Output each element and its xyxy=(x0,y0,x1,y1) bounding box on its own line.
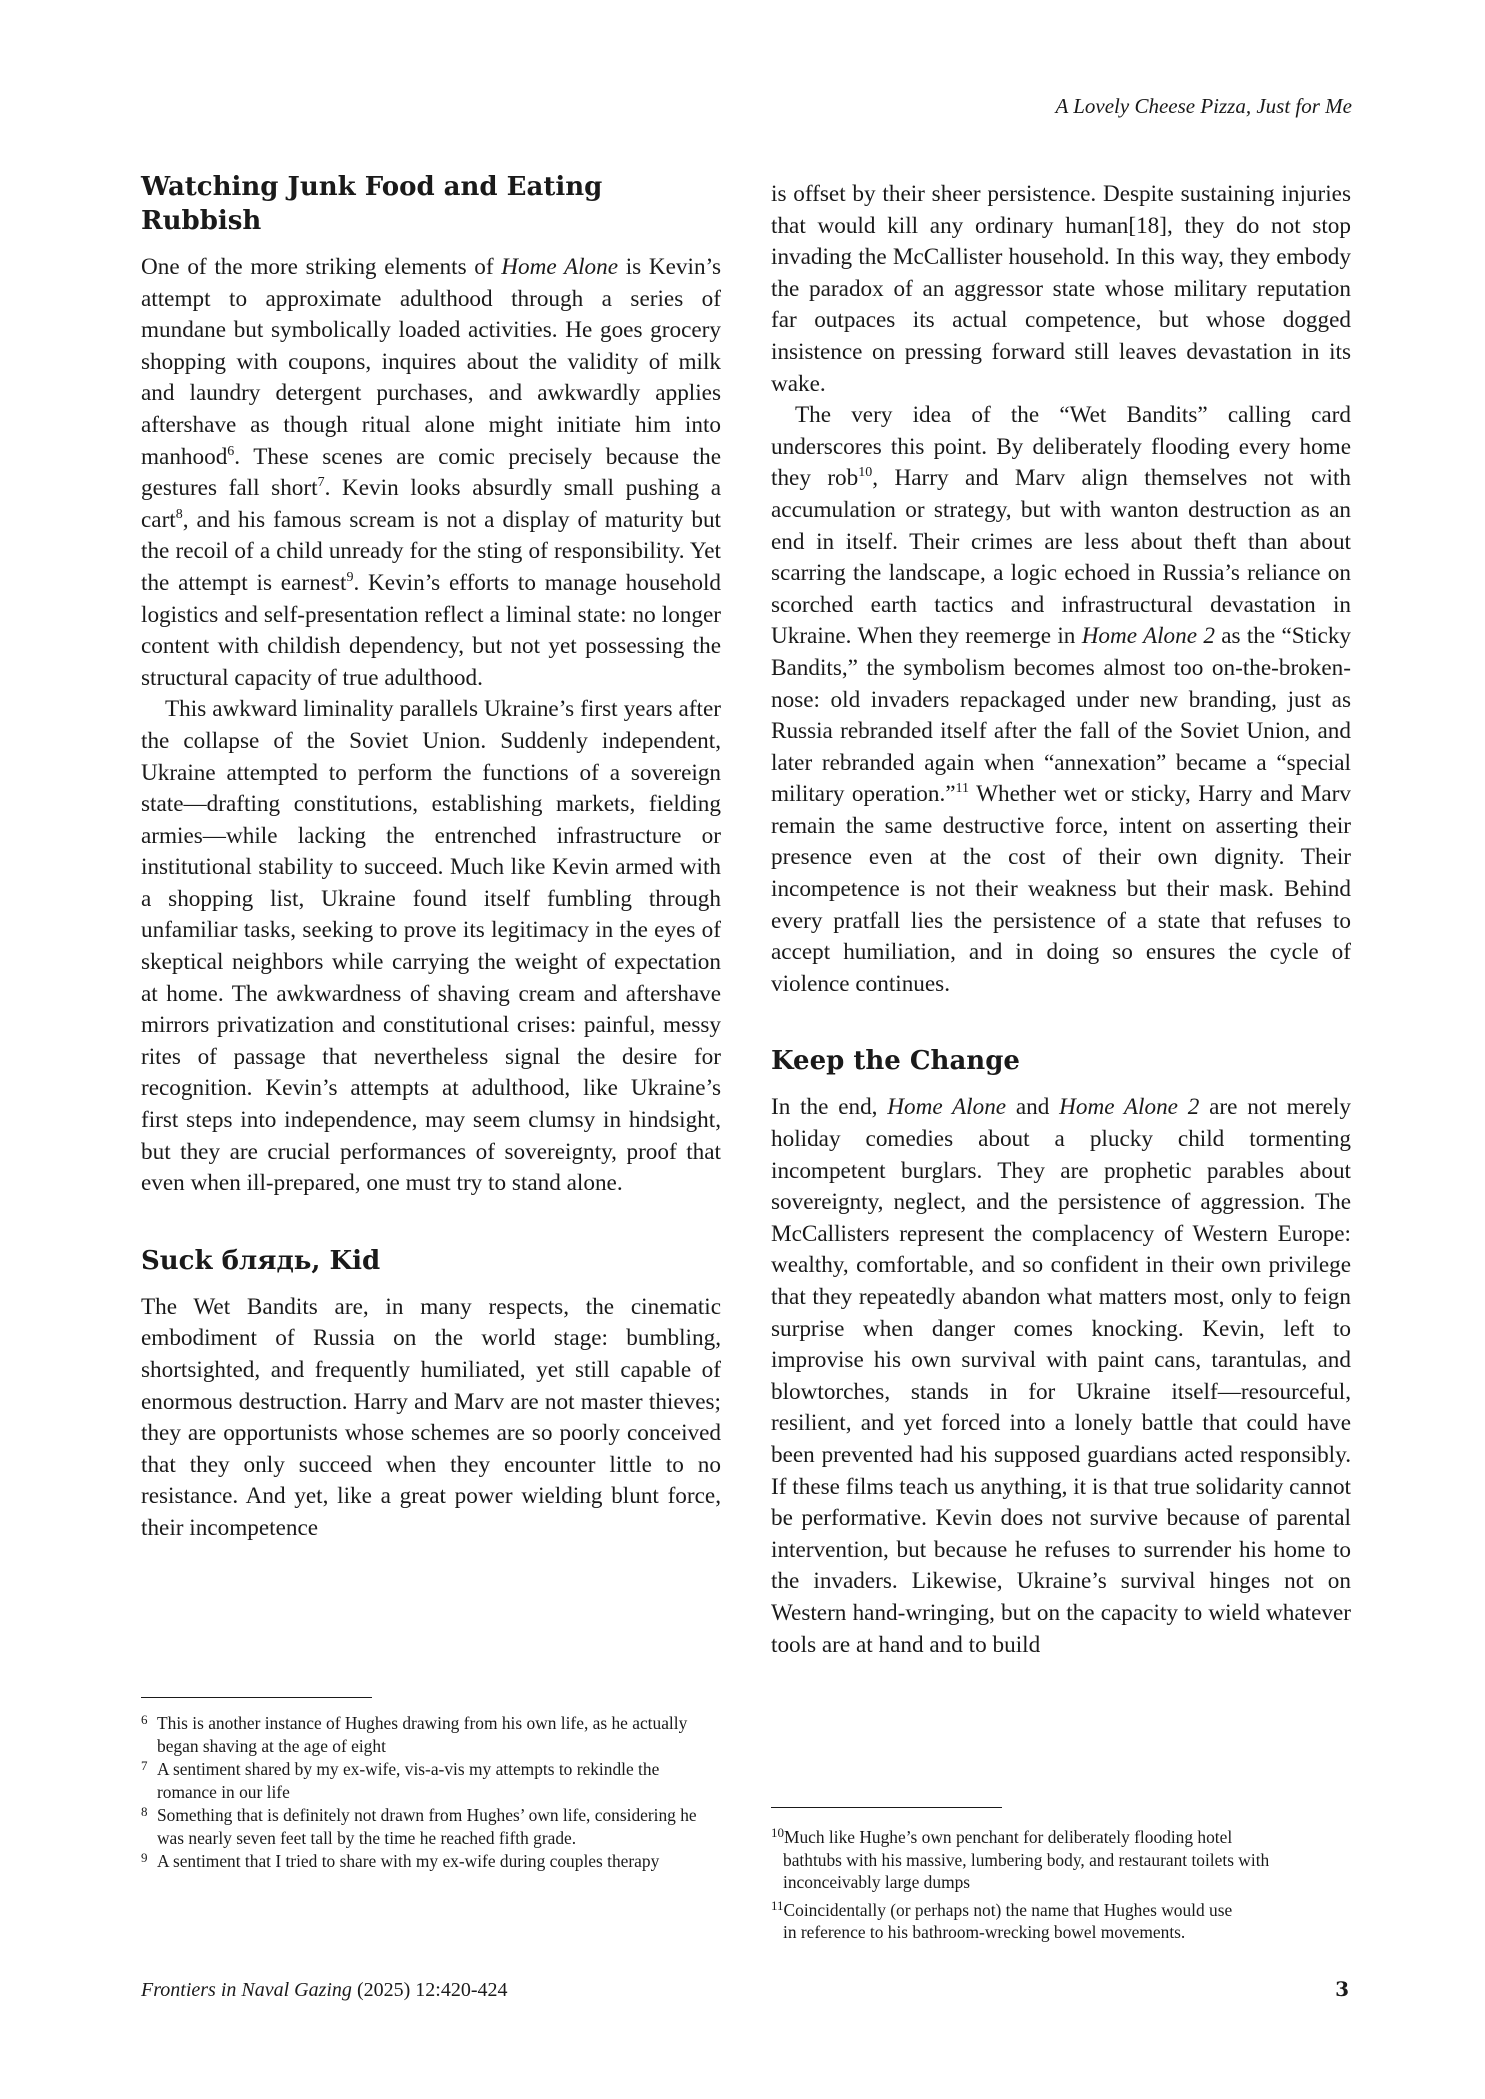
footnote-ref-6[interactable]: 6 xyxy=(227,443,235,459)
page-number: 3 xyxy=(1335,1977,1349,2001)
journal-name: Frontiers in Naval Gazing xyxy=(141,1979,352,2001)
film-title: Home Alone 2 xyxy=(1081,623,1215,650)
footnote-11: $^{11}$Coincidentally (or perhaps not) the name that Hughes would use in reference to his bathroom-wrecking bowel movements. xyxy=(771,1897,1233,1942)
journal-citation xyxy=(141,1979,507,2002)
footnotes-left xyxy=(141,1697,721,1874)
paragraph-suck-kid-2: The very idea of the “Wet Bandits” calling card underscores this point. By deliberately flooding every home they rob$^{10}$, Harry and Marv align themselves not with accumulation or strategy, but with wanton destruction as an end in itself. Their crimes are less about theft than about scarring the landscape, a logic echoed in Russia’s reliance on scorched earth tactics and infrastructural devastation in Ukraine. When they reemerge in Home Alone 2 as the “Sticky Bandits,” the symbolism becomes almost too on-the-broken-nose: old invaders repackaged under new branding, just as Russia rebranded itself after the fall of the Soviet Union, and later rebranded again when “annexation” became a “special military operation.”$^{11}$ Whether wet or sticky, Harry and Marv remain the same destructive force, intent on asserting their presence even at the cost of their own dignity. Their incompetence is not their weakness but their mask. Behind every pratfall lies the persistence of a state that refuses to accept humiliation, and in doing so ensures the cycle of violence continues. xyxy=(771,402,1352,997)
footnote-ref-9[interactable]: 9 xyxy=(346,569,354,585)
paragraph-junk-food-1: One of the more striking elements of Home Alone is Kevin’s attempt to approximate adulthood through a series of mundane but symbolically loaded activities. He goes grocery shopping with coupons, inquires about the validity of milk and laundry detergent purchases, and awkwardly applies aftershave as though ritual alone might initiate him into manhood$^6$. These scenes are comic precisely because the gestures fall short$^7$. Kevin looks absurdly small pushing a cart$^8$, and his famous scream is not a display of maturity but the recoil of a child unready for the sting of responsibility. Yet the attempt is earnest$^9$. Kevin’s efforts to manage household logistics and self-presentation reflect a liminal state: no longer content with childish dependency, but not yet possessing the structural capacity of true adulthood. xyxy=(141,254,721,691)
paragraph-suck-kid-1-continued: is offset by their sheer persistence. Despite sustaining injuries that would kill any ordinary human[18], they do not stop invading the McCallister household. In this way, they embody the paradox of an aggressor state whose military reputation far outpaces its actual competence, but whose dogged insistence on pressing forward still leaves devastation in its wake. xyxy=(771,181,1351,397)
paragraph-suck-kid-1: The Wet Bandits are, in many respects, the cinematic embodiment of Russia on the world stage: bumbling, shortsighted, and frequently humiliated, yet still capable of enormous destruction. Harry and Marv are not master thieves; they are opportunists whose schemes are so poorly conceived that they only succeed when they encounter little to no resistance. And yet, like a great power wielding blunt force, their incompetence xyxy=(141,1293,721,1541)
footnote-ref-11[interactable]: 11 xyxy=(955,781,970,797)
footnote-9: 9 A sentiment that I tried to share with my ex-wife during couples therapy xyxy=(141,1850,660,1871)
paragraph-junk-food-2: This awkward liminality parallels Ukraine’s first years after the collapse of the Soviet Union. Suddenly independent, Ukraine attempted to perform the functions of a sovereign state—drafting constitutions, establishing markets, fielding armies—while lacking the entrenched infrastructure or institutional stability to succeed. Much like Kevin armed with a shopping list, Ukraine found itself fumbling through unfamiliar tasks, seeking to prove its legitimacy in the eyes of skeptical neighbors while carrying the weight of expectation at home. The awkwardness of shaving cream and aftershave mirrors privatization and constitutional crises: painful, messy rites of passage that nevertheless signal the desire for recognition. Kevin’s attempts at adulthood, like Ukraine’s first steps into independence, may seem clumsy in hindsight, but they are crucial performances of sovereignty, proof that even when ill-prepared, one must try to stand alone. xyxy=(141,696,721,1197)
footnote-6: 6 This is another instance of Hughes drawing from his own life, as he actually began shaving at the age of eight xyxy=(141,1712,688,1756)
paragraph-keep-change-1: In the end, Home Alone and Home Alone 2 are not merely holiday comedies about a plucky child tormenting incompetent burglars. They are prophetic parables about sovereignty, neglect, and the persistence of aggression. The McCallisters represent the complacency of Western Europe: wealthy, comfortable, and so confident in their own privilege that they repeatedly abandon what matters most, only to feign surprise when danger comes knocking. Kevin, left to improvise his own survival with paint cans, tarantulas, and blowtorches, stands in for Ukraine itself—resourceful, resilient, and yet forced into a lonely battle that could have been prevented had his supposed guardians acted responsibly. If these films teach us anything, it is that true solidarity cannot be performative. Kevin does not survive because of parental intervention, but because he refuses to surrender his home to the invaders. Likewise, Ukraine’s survival hinges not on Western hand-wringing, but on the capacity to wield whatever tools are at hand and to build xyxy=(771,1094,1351,1658)
footnote-8: 8 Something that is definitely not drawn from Hughes’ own life, considering he was nearly seven feet tall by the time he reached fifth grade. xyxy=(141,1804,697,1848)
footnote-ref-7[interactable]: 7 xyxy=(317,475,325,491)
section-heading-keep-change: Keep the Change xyxy=(771,1046,1020,1077)
footnote-ref-8[interactable]: 8 xyxy=(175,506,183,522)
left-column xyxy=(141,170,721,1545)
footnote-rule xyxy=(771,1807,1002,1808)
footnotes-right xyxy=(771,1807,1351,1945)
footnote-7: 7 A sentiment shared by my ex-wife, vis-a-vis my attempts to rekindle the romance in our life xyxy=(141,1758,660,1802)
film-title: Home Alone xyxy=(501,254,619,280)
footnote-10: $^{10}$Much like Hughe’s own penchant for deliberately flooding hotel bathtubs with his massive, lumbering body, and restaurant toilets with inconceivably large dumps xyxy=(771,1825,1270,1892)
footnote-ref-10[interactable]: 10 xyxy=(858,465,873,481)
film-title: Home Alone xyxy=(887,1094,1007,1121)
footnote-rule xyxy=(141,1697,372,1698)
citation-info: (2025) 12:420-424 xyxy=(351,1979,508,2001)
running-head: A Lovely Cheese Pizza, Just for Me xyxy=(1055,94,1352,118)
section-heading-junk-food: Watching Junk Food and Eating Rubbish xyxy=(141,172,603,236)
right-column xyxy=(771,179,1351,1661)
film-title: Home Alone 2 xyxy=(1059,1094,1200,1121)
section-heading-suck-kid: Suck блядь, Kid xyxy=(141,1245,381,1276)
